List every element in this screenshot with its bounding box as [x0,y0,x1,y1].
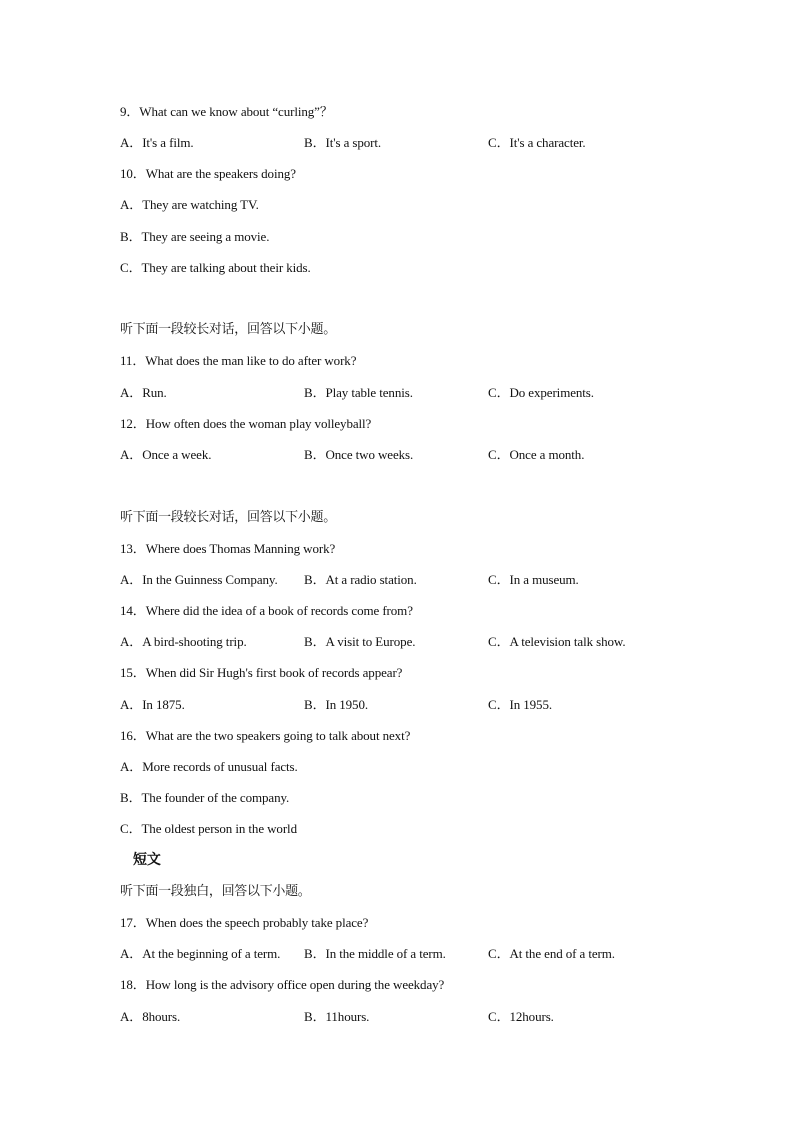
q13-option-c: C．In a museum. [488,572,579,587]
q16-option-a: A．More records of unusual facts. [120,759,298,774]
instruction-long-dialogue-1: 听下面一段较长对话，回答以下小题。 [120,322,336,337]
q11-option-b: B．Play table tennis. [304,385,413,400]
q14-option-b: B．A visit to Europe. [304,634,416,649]
question-15: 15．When did Sir Hugh's first book of records appear? [120,665,403,680]
section-heading-monologue: 短文 [133,852,161,868]
q17-option-c: C．At the end of a term. [488,946,615,961]
q18-option-a: A．8hours. [120,1009,181,1024]
q12-option-a: A．Once a week. [120,447,212,462]
question-18: 18．How long is the advisory office open during the weekday? [120,977,445,992]
instruction-long-dialogue-2: 听下面一段较长对话，回答以下小题。 [120,510,336,525]
q18-option-c: C．12hours. [488,1009,554,1024]
q14-option-a: A．A bird-shooting trip. [120,634,247,649]
q16-option-b: B．The founder of the company. [120,790,290,805]
q15-option-c: C．In 1955. [488,697,553,712]
q18-option-b: B．11hours. [304,1009,370,1024]
question-17: 17．When does the speech probably take place? [120,915,369,930]
q10-option-b: B．They are seeing a movie. [120,229,270,244]
q13-option-b: B．At a radio station. [304,572,417,587]
question-16: 16．What are the two speakers going to talk about next? [120,728,411,743]
q9-option-b: B．It's a sport. [304,135,382,150]
q9-option-a: A．It's a film. [120,135,194,150]
q17-option-a: A．At the beginning of a term. [120,946,281,961]
q13-option-a: A．In the Guinness Company. [120,572,278,587]
q10-option-a: A．They are watching TV. [120,197,259,212]
q10-option-c: C．They are talking about their kids. [120,260,311,275]
q12-option-c: C．Once a month. [488,447,585,462]
q16-option-c: C．The oldest person in the world [120,821,297,836]
q15-option-a: A．In 1875. [120,697,185,712]
q11-option-a: A．Run. [120,385,167,400]
instruction-monologue: 听下面一段独白，回答以下小题。 [120,884,311,899]
question-9: 9．What can we know about “curling”？ [120,104,333,119]
question-13: 13．Where does Thomas Manning work? [120,541,336,556]
question-10: 10．What are the speakers doing? [120,166,296,181]
q15-option-b: B．In 1950. [304,697,369,712]
question-11: 11．What does the man like to do after work? [120,353,357,368]
question-14: 14．Where did the idea of a book of records come from? [120,603,413,618]
question-12: 12．How often does the woman play volleyball? [120,416,372,431]
q11-option-c: C．Do experiments. [488,385,594,400]
q17-option-b: B．In the middle of a term. [304,946,446,961]
q12-option-b: B．Once two weeks. [304,447,414,462]
q14-option-c: C．A television talk show. [488,634,626,649]
q9-option-c: C．It's a character. [488,135,586,150]
